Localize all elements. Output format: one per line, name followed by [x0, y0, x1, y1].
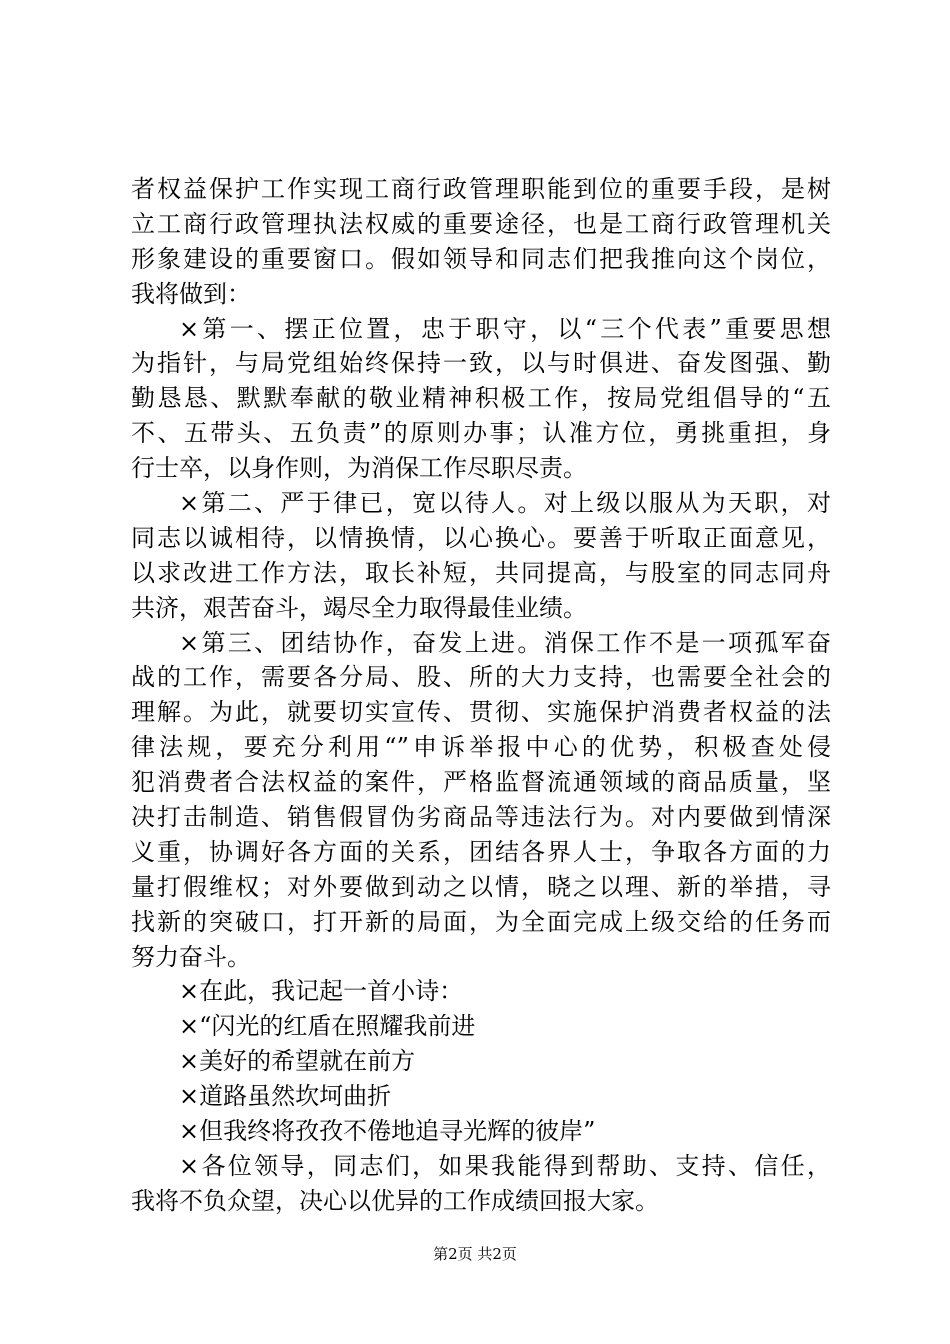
paragraph-start-line: ×在此，我记起一首小诗： — [179, 977, 464, 1006]
text-line: 义重，协调好各方面的关系，团结各界人士，争取各方面的力 — [131, 837, 831, 866]
poem-line: ×美好的希望就在前方 — [179, 1047, 416, 1076]
text-line: 战的工作，需要各分局、股、所的大力支持，也需要全社会的 — [131, 663, 831, 692]
text-line: 不、五带头、五负责”的原则办事；认准方位，勇挑重担，身 — [131, 419, 831, 448]
text-line: 共济，艰苦奋斗，竭尽全力取得最佳业绩。 — [131, 593, 587, 622]
text-line: 形象建设的重要窗口。假如领导和同志们把我推向这个岗位， — [131, 244, 831, 273]
text-line: 立工商行政管理执法权威的重要途径，也是工商行政管理机关 — [131, 209, 831, 238]
text-line: 为指针，与局党组始终保持一致，以与时俱进、奋发图强、勤 — [131, 349, 831, 378]
text-line: 以求改进工作方法，取长补短，共同提高，与股室的同志同舟 — [131, 558, 831, 587]
text-line: 勤恳恳、默默奉献的敬业精神积极工作，按局党组倡导的“五 — [131, 384, 831, 413]
text-line: 犯消费者合法权益的案件，严格监督流通领域的商品质量，坚 — [131, 768, 831, 797]
text-line: 量打假维权；对外要做到动之以情，晓之以理、新的举措，寻 — [131, 872, 831, 901]
text-line: 同志以诚相待，以情换情，以心换心。要善于听取正面意见， — [131, 523, 831, 552]
text-line: 律法规，要充分利用“”申诉举报中心的优势，积极查处侵 — [131, 733, 831, 762]
paragraph-start-line: ×第三、团结协作，奋发上进。消保工作不是一项孤军奋 — [179, 628, 831, 657]
text-line: 行士卒，以身作则，为消保工作尽职尽责。 — [131, 454, 587, 483]
text-line: 努力奋斗。 — [131, 942, 251, 971]
paragraph-start-line: ×第二、严于律已，宽以待人。对上级以服从为天职，对 — [179, 489, 831, 518]
text-line: 者权益保护工作实现工商行政管理职能到位的重要手段，是树 — [131, 175, 831, 203]
text-line: 我将做到： — [131, 279, 251, 308]
page-number-footer: 第2页 共2页 — [433, 1245, 517, 1263]
poem-line: ×“闪光的红盾在照耀我前进 — [179, 1012, 476, 1041]
text-line: 我将不负众望，决心以优异的工作成绩回报大家。 — [131, 1186, 659, 1215]
poem-line: ×道路虽然坎坷曲折 — [179, 1082, 392, 1111]
paragraph-start-line: ×各位领导，同志们，如果我能得到帮助、支持、信任， — [179, 1151, 831, 1180]
text-line: 决打击制造、销售假冒伪劣商品等违法行为。对内要做到情深 — [131, 803, 831, 832]
text-line: 理解。为此，就要切实宣传、贯彻、实施保护消费者权益的法 — [131, 698, 831, 727]
document-body — [131, 172, 831, 1219]
paragraph-start-line: ×第一、摆正位置，忠于职守，以“三个代表”重要思想 — [179, 314, 831, 343]
text-line: 找新的突破口，打开新的局面，为全面完成上级交给的任务而 — [131, 907, 831, 936]
poem-line: ×但我终将孜孜不倦地追寻光辉的彼岸” — [179, 1117, 596, 1146]
